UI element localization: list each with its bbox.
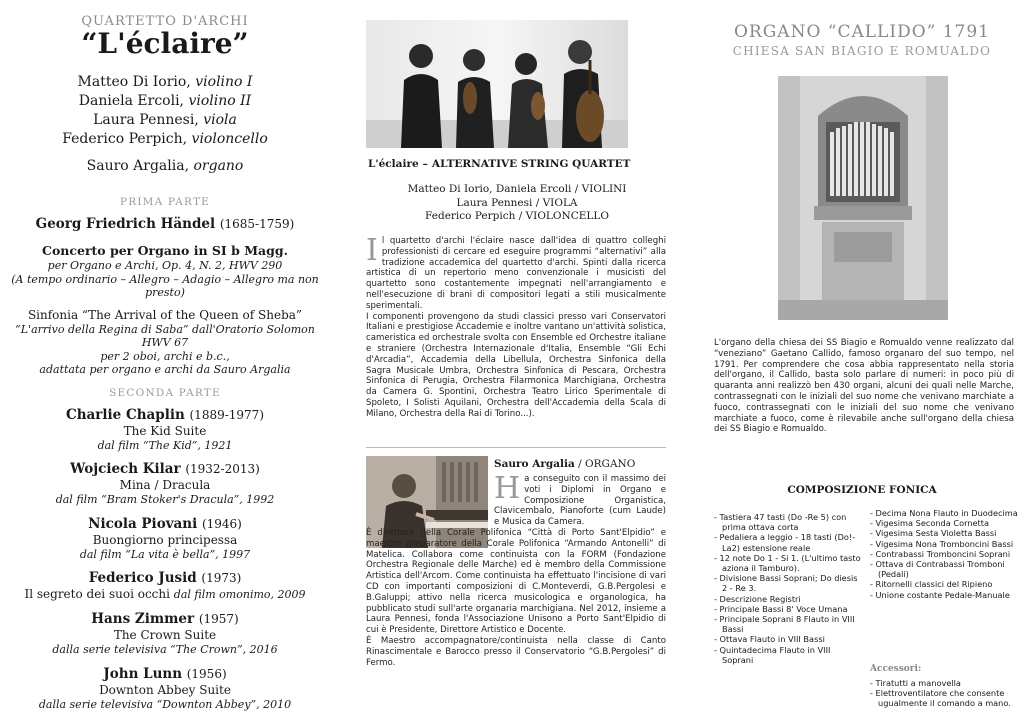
register-item: - Contrabassi Tromboncini Soprani	[870, 548, 1011, 559]
program-item: Hans Zimmer (1957) The Crown Suite dalla serie televisiva “The Crown”, 2016	[52, 611, 278, 656]
register-item: - Tastiera 47 tasti (Do -Re 5) con prima ottava corta	[714, 512, 847, 533]
part2-heading: SECONDA PARTE	[109, 386, 221, 399]
organist-bio: Ha conseguito con il massimo dei voti i Diplomi in Organo e Composizione Organistica, Clavicembalo, Pianoforte (cum Laude) e Musica da Camera. È direttore della Corale Polifonica “Città di Porto Sant'Elpidio” e maestro preparatore della Corale Polifonica “Armando Antonelli” di Matelica. Collabora come continuista con la FORM (Fondazione Orchestra Regionale delle Marche) ed è membro della Commissione Artistica dell'Arcom. Come continuista ha effettuato l'incisione di vari CD con importanti composizioni di C.Monteverdi, G.B.Pergolesi e B.Galuppi; attivo nella ricerca musicologica e organologica, ha pubblicato studi sull'arte organaria marchigiana. Nel 2012, insieme a Laura Pennesi, fonda l'Associazione Unisono a Porto Sant'Elpidio di cui è Presidente, Direttore Artistico e Docente. È Maestro accompagnatore/continuista nella classe di Canto Rinascimentale e Barocco presso il Conservatorio “G.B.Pergolesi” di Fermo.	[366, 471, 666, 668]
program-item: Wojciech Kilar (1932-2013) Mina / Dracula dal film “Bram Stoker's Dracula”, 1992	[55, 461, 275, 506]
register-item: - Descrizione Registri	[714, 593, 801, 604]
composer-handel: Georg Friedrich Händel (1685-1759)	[35, 216, 295, 232]
performer: Federico Perpich, violoncello	[62, 131, 268, 147]
register-item: - Quintadecima Flauto in VIII Soprani	[714, 644, 831, 665]
organ-column	[700, 0, 1024, 724]
work-title: Concerto per Organo in SI b Magg.	[42, 243, 288, 258]
program-column	[0, 0, 330, 724]
organ-title: ORGANO “CALLIDO” 1791	[733, 22, 990, 42]
program-item: Charlie Chaplin (1889-1977) The Kid Suite dal film “The Kid”, 1921	[66, 406, 264, 452]
register-item: - Ottava Flauto in VIII Bassi	[714, 634, 825, 645]
accessori-list	[870, 678, 1018, 709]
register-list-left	[714, 512, 864, 665]
performer: Matteo Di Iorio, violino I	[77, 74, 253, 90]
program-item: John Lunn (1956) Downton Abbey Suite dalla serie televisiva “Downton Abbey”, 2010	[38, 665, 292, 711]
dropcap: I	[366, 233, 378, 268]
work-detail: per Organo e Archi, Op. 4, N. 2, HWV 290	[47, 259, 283, 272]
divider	[366, 447, 666, 448]
register-item: - Ritornelli classici del Ripieno	[870, 579, 993, 590]
organ-photo	[778, 76, 948, 320]
performer: Laura Pennesi, viola	[93, 112, 237, 128]
program-item: Nicola Piovani (1946) Buongiorno principessa dal film “La vita è bella”, 1997	[79, 515, 251, 561]
quartet-bio: Il quartetto d'archi l'éclaire nasce dall'idea di quattro colleghi professionisti di cercare ed eseguire programmi “alternativi” alla tradizione accademica del quartetto d'archi. Spinti dalla ricerca artistica di un repertorio meno convenzionale i musicisti del quartetto sono costantemente impegnati nell'arrangiamento e nell'esecuzione di brani di compositori legati a stili musicalmente sperimentali. I componenti provengono da studi classici presso vari Conservatori Italiani e prestigiose Accademie e inoltre vantano un'attività solistica, cameristica ed orchestrale svolta con Ensemble ed Orchestre italiane e straniere (Orchestra Internazionale d'Italia, Ensemble “Gli Echi d'Arcadia”, Accademia della Libellula, Orchestra Sinfonica della Sagra Musicale Umbra, Orchestra Sinfonica di Pescara, Orchestra Sinfonica di Perugia, Orchestra Filarmonica Marchigiana, Orchestra da Camera G. Spontini, Orchestra Teatro Lirico Sperimentale di Spoleto, I Solisti Aquilani, Orchestra dell'Accademia della Scala di Milano, Orchestra della Rai di Torino...).	[366, 233, 666, 419]
register-item: - Vigesima Nona Tromboncini Bassi	[870, 538, 1014, 549]
organ-description: L'organo della chiesa dei SS Biagio e Romualdo venne realizzato dal “veneziano” Gaetano Callido, famoso organaro del suo tempo, nel 1791. Per comprendere che cosa abbia rappresentato nella storia dell'organo, il Callido, basta solo parlare di numeri: in poco più di quaranta anni realizzò ben 430 organi, alcuni dei quali nelle Marche, contrassegnati con le iniziali del suo nome che venivano marchiate a fuoco, contrassegnati con le iniziali del suo nome che venivano marchiate a fuoco, come è rilevabile anche sull'organo della chiesa dei SS Biagio e Romualdo.	[714, 338, 1014, 435]
bio-column	[352, 0, 672, 724]
performer-organist: Sauro Argalia, organo	[86, 158, 244, 174]
register-item: - 12 note Do 1 - Si 1. (L'ultimo tasto aziona il Tamburo).	[714, 552, 861, 574]
register-list-right	[870, 508, 1018, 600]
organist-heading: Sauro Argalia / ORGANO	[494, 458, 636, 470]
quartet-caption: L'éclaire – ALTERNATIVE STRING QUARTET	[368, 158, 631, 170]
sinfonia-detail: per 2 oboi, archi e b.c.,	[100, 349, 230, 363]
quartet-photo	[366, 20, 628, 148]
register-item: - Pedaliera a leggio - 18 tasti (Do!-La2) estensione reale	[714, 532, 856, 553]
work-detail: (A tempo ordinario – Allegro – Adagio – Allegro ma non presto)	[11, 272, 319, 299]
quartet-members: Matteo Di Iorio, Daniela Ercoli / VIOLINI Laura Pennesi / VIOLA Federico Perpich / VIOLONCELLO	[407, 183, 627, 222]
register-item: - Decima Nona Flauto in Duodecima	[870, 508, 1018, 518]
register-item: - Principale Bassi 8' Voce Umana	[714, 603, 848, 614]
organ-subtitle: CHIESA SAN BIAGIO E ROMUALDO	[732, 44, 992, 58]
register-item: - Unione costante Pedale-Manuale	[870, 589, 1010, 600]
sinfonia-detail: adattata per organo e archi da Sauro Argalia	[39, 363, 291, 376]
performer: Daniela Ercoli, violino II	[78, 93, 252, 109]
sinfonia-title: Sinfonia “The Arrival of the Queen of Sheba”	[27, 307, 303, 322]
part1-heading: PRIMA PARTE	[119, 196, 211, 208]
ensemble-name: “L'éclaire”	[81, 27, 249, 60]
ensemble-kicker: QUARTETTO D'ARCHI	[81, 14, 249, 29]
accessori-heading: Accessori:	[870, 664, 922, 674]
sinfonia-detail: “L'arrivo della Regina di Saba” dall'Oratorio Solomon HWV 67	[15, 322, 315, 349]
accessori-item: - Elettroventilatore che consente ugualmente il comando a mano.	[870, 688, 1011, 709]
program-item: Federico Jusid (1973) Il segreto dei suoi occhi dal film omonimo, 2009	[24, 570, 306, 601]
register-item: - Principale Soprani 8 Flauto in VIII Bassi	[714, 614, 855, 635]
register-item: - Vigesima Sesta Violetta Bassi	[870, 528, 997, 539]
accessori-item: - Tiratutti a manovella	[870, 678, 961, 688]
dropcap: H	[494, 471, 521, 506]
register-item: - Divisione Bassi Soprani; Do diesis 2 - Re 3.	[714, 573, 858, 594]
register-item: - Vigesima Seconda Cornetta	[870, 518, 989, 529]
register-item: - Ottava di Contrabassi Tromboni (Pedali)	[870, 559, 1005, 580]
fonica-heading: COMPOSIZIONE FONICA	[787, 484, 937, 496]
